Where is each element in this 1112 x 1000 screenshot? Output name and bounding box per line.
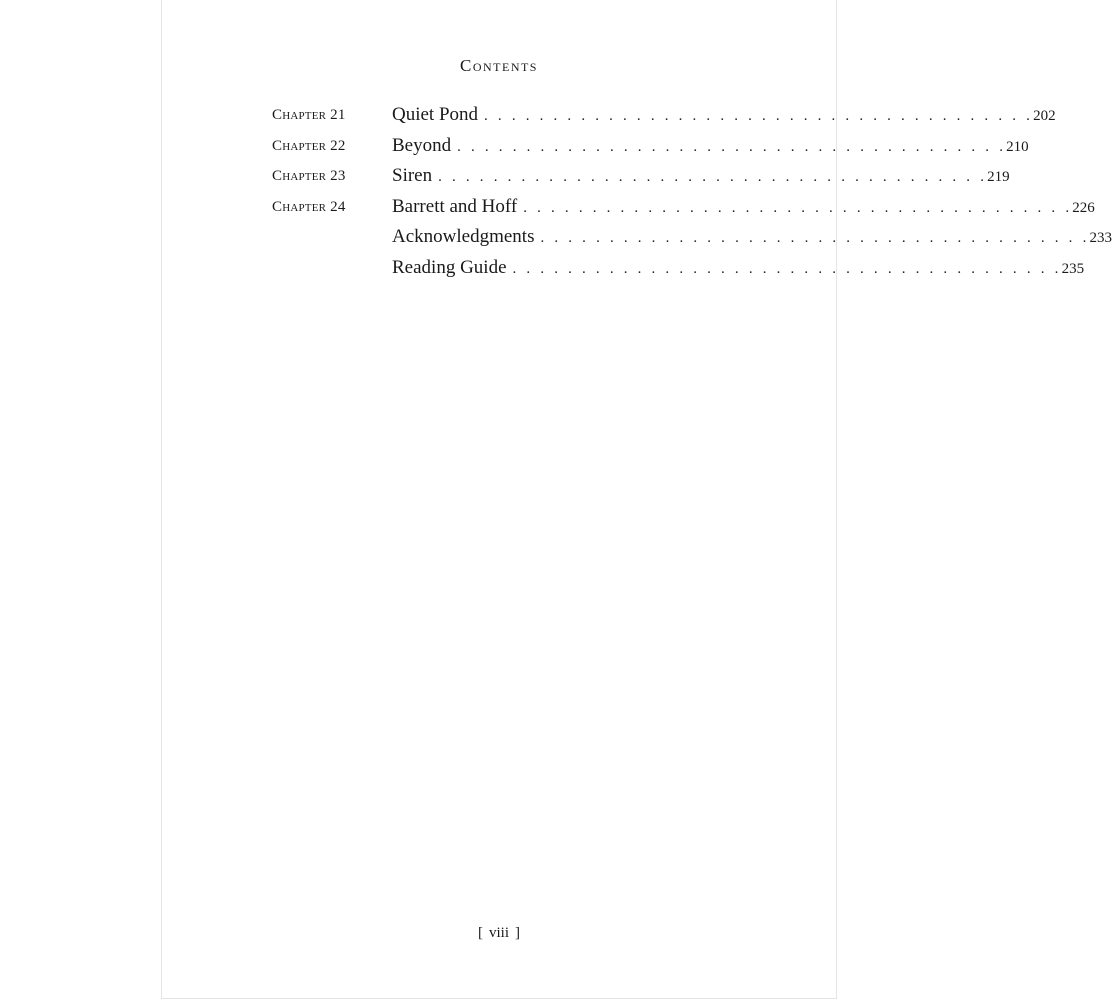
toc-row-chapter-23: [162, 163, 1010, 194]
page-number: 233: [1089, 230, 1112, 247]
toc-row-chapter-24: [162, 194, 1095, 225]
page-number: 202: [1033, 108, 1056, 124]
toc-entry[interactable]: [392, 224, 1112, 251]
page-number: 226: [1072, 199, 1095, 216]
page-number: 235: [1061, 260, 1085, 277]
folio-number: viii: [488, 925, 509, 941]
dot-leader: . . . . . . . . . . . . . . . . . . . . . . . . . . . . . . . . . . . . . . . .: [540, 230, 1090, 247]
chapter-label: Chapter 22: [272, 137, 346, 154]
entry-title: Reading Guide: [392, 256, 507, 278]
entry-title: Siren: [392, 165, 433, 187]
toc-row-acknowledgments: [162, 224, 1112, 255]
entry-title: Beyond: [392, 134, 452, 156]
toc-entry[interactable]: [392, 255, 1085, 282]
page-number: 210: [1006, 138, 1029, 155]
dot-leader: . . . . . . . . . . . . . . . . . . . . . . . . . . . . . . . . . . . . . . . .: [438, 169, 988, 186]
toc-row-chapter-21: [162, 102, 1056, 133]
book-page: [161, 0, 1112, 999]
chapter-label: Chapter 23: [272, 168, 346, 185]
page-number: 219: [987, 169, 1010, 186]
contents-heading: Contents: [459, 56, 538, 75]
entry-title: Acknowledgments: [392, 226, 535, 248]
folio-open-bracket: [: [477, 925, 483, 941]
chapter-label: Chapter 21: [272, 107, 346, 123]
dot-leader: . . . . . . . . . . . . . . . . . . . . . . . . . . . . . . . . . . . . . . . .: [457, 138, 1007, 155]
toc-entry[interactable]: [392, 194, 1095, 221]
toc-row-chapter-22: [162, 133, 1029, 164]
table-of-contents: [162, 102, 1112, 286]
toc-row-reading-guide: [162, 255, 1085, 286]
toc-entry[interactable]: [392, 102, 1056, 129]
dot-leader: . . . . . . . . . . . . . . . . . . . . . . . . . . . . . . . . . . . . . . . .: [512, 260, 1062, 277]
page-folio: [162, 925, 836, 942]
folio-close-bracket: ]: [515, 925, 520, 941]
dot-leader: . . . . . . . . . . . . . . . . . . . . . . . . . . . . . . . . . . . . . . . .: [523, 199, 1073, 216]
chapter-label: Chapter 24: [272, 198, 346, 215]
toc-entry[interactable]: [392, 163, 1010, 190]
dot-leader: . . . . . . . . . . . . . . . . . . . . . . . . . . . . . . . . . . . . . . . .: [484, 108, 1034, 124]
entry-title: Barrett and Hoff: [392, 195, 518, 217]
toc-entry[interactable]: [392, 133, 1029, 160]
entry-title: Quiet Pond: [392, 104, 479, 125]
